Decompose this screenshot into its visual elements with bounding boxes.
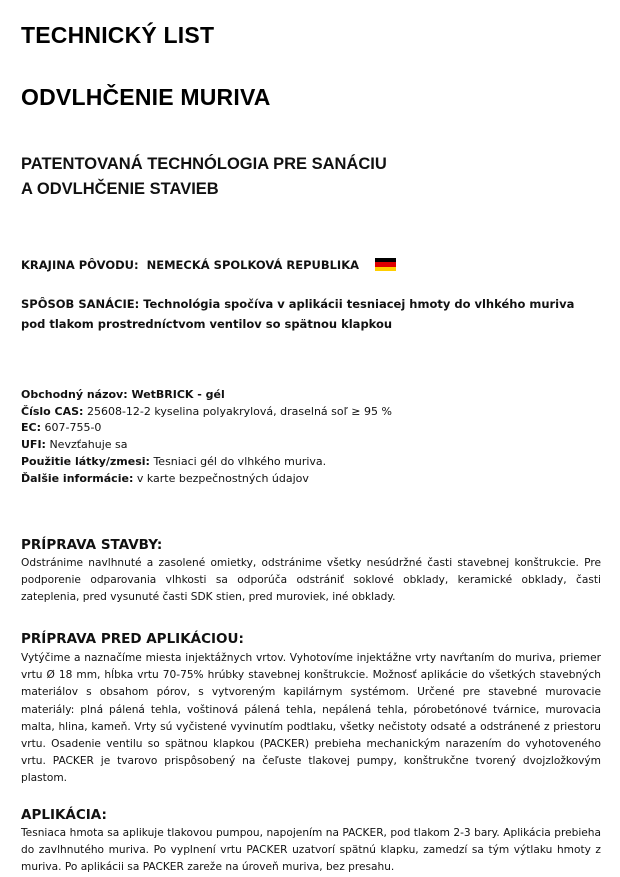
product-info-row: Použitie látky/zmesi: Tesniaci gél do vlhkého muriva. xyxy=(21,454,327,468)
document-subject: ODVLHČENIE MURIVA xyxy=(21,84,271,110)
method-text: Technológia spočíva v aplikácii tesniacej hmoty do vlhkého muriva pod tlakom prostredníctvom ventilov so spätnou klapkou xyxy=(21,297,575,331)
product-info xyxy=(21,387,392,487)
product-info-row: Obchodný názov: WetBRICK - gél xyxy=(21,388,225,401)
country-of-origin xyxy=(21,257,396,273)
product-info-row: EC: 607-755-0 xyxy=(21,421,102,435)
section-title-site-preparation: PRÍPRAVA STAVBY: xyxy=(21,537,163,553)
method-label: SPÔSOB SANÁCIE: xyxy=(21,297,140,311)
section-text-pre-application: Vytýčime a naznačíme miesta injektážnych vrtov. Vyhotovíme injektážne vrty navŕtaním do muriva, priemer vrtu Ø 18 mm, hĺbka vrtu 70-75% hrúbky stavebnej konštrukcie. Možnosť aplikácie do všetkých stavebných materiálov s obsahom pórov, s vytvoreným kapilárnym systémom. Určené pre stavebné murovacie materiály: plná pálená tehla, voštinová pálená tehla, nepálená tehla, pórobetónové tvárnice, murovacia malta, hlina, kameň. Vrty sú vyčistené vyvinutím podtlaku, všetky nečistoty odsaté a odstránené z priestoru vrtu. Osadenie ventilu so spätnou klapkou (PACKER) prebieha mechanickým narazením do vyhotoveného vrtu. PACKER je tvarovo prispôsobený na čeľuste tlakovej pumpy, konštrukčne tvorený dvojzložkovým plastom. xyxy=(21,652,601,785)
remediation-method xyxy=(21,294,601,334)
tagline-line-2: A ODVLHČENIE STAVIEB xyxy=(21,180,219,198)
product-info-row: UFI: Nevzťahuje sa xyxy=(21,438,128,452)
origin-label: KRAJINA PÔVODU: xyxy=(21,258,139,272)
section-text-site-preparation: Odstránime navlhnuté a zasolené omietky, odstránime všetky nesúdržné časti stavebnej konštrukcie. Pre podporenie odparovania vlhkosti sa odporúča odstrániť soklové obklady, keramické obklady, časti zateplenia, pred vysunuté časti SDK stien, pred muroviek, iné obklady. xyxy=(21,557,601,604)
germany-flag-icon xyxy=(375,258,396,271)
document-title: TECHNICKÝ LIST xyxy=(21,22,215,48)
product-info-row: Ďalšie informácie: v karte bezpečnostných údajov xyxy=(21,471,309,485)
origin-value: NEMECKÁ SPOLKOVÁ REPUBLIKA xyxy=(146,258,360,272)
section-title-application: APLIKÁCIA: xyxy=(21,807,107,823)
section-text-application: Tesniaca hmota sa aplikuje tlakovou pumpou, napojením na PACKER, pod tlakom 2-3 bary. Aplikácia prebieha do zavlhnutého muriva. Po vyplnení vrtu PACKER uzatvorí spätnú klapku, zamedzí sa tým výtlaku hmoty z muriva. Po aplikácii sa PACKER zareže na úroveň muriva, bez presahu. xyxy=(21,827,601,874)
product-info-row: Číslo CAS: 25608-12-2 kyselina polyakrylová, draselná soľ ≥ 95 % xyxy=(21,404,392,418)
section-title-pre-application: PRÍPRAVA PRED APLIKÁCIOU: xyxy=(21,631,244,647)
tagline-line-1: PATENTOVANÁ TECHNÓLOGIA PRE SANÁCIU xyxy=(21,155,387,173)
